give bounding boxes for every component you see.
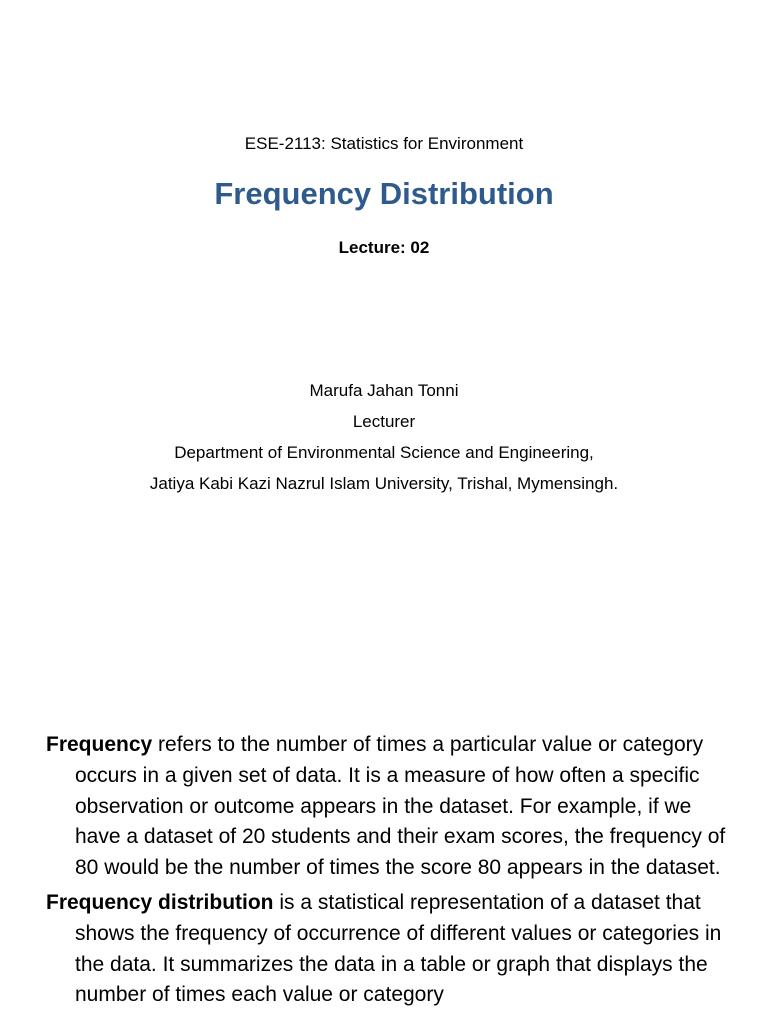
page-title: Frequency Distribution [214,176,554,211]
author-university: Jatiya Kabi Kazi Nazrul Islam University, Trishal, Mymensingh. [149,474,619,493]
definition-text: is a statistical representation of a dataset that shows the frequency of occurrence of different values or categories in the data. It summarizes the data in a table or graph that displays the number of times each value or category [75,890,722,1007]
author-department: Department of Environmental Science and Engineering, [174,443,594,462]
definition-term: Frequency distribution [46,890,274,914]
definition-paragraph [46,888,732,1011]
content-slide [0,730,768,1024]
author-position: Lecturer [352,412,416,431]
definition-term: Frequency [46,733,153,756]
author-name: Marufa Jahan Tonni [309,381,459,400]
definition-text: refers to the number of times a particular value or category occurs in a given set of data. It is a measure of how often a specific observation or outcome appears in the dataset. For example, if we have a dataset of 20 students and their exam scores, the frequency of 80 would be the number of times the score 80 appears in the dataset. [75,733,726,880]
lecture-number: Lecture: 02 [338,238,430,257]
author-block [0,375,768,499]
course-code: ESE-2113: Statistics for Environment [244,134,524,153]
definition-paragraph [46,730,732,884]
